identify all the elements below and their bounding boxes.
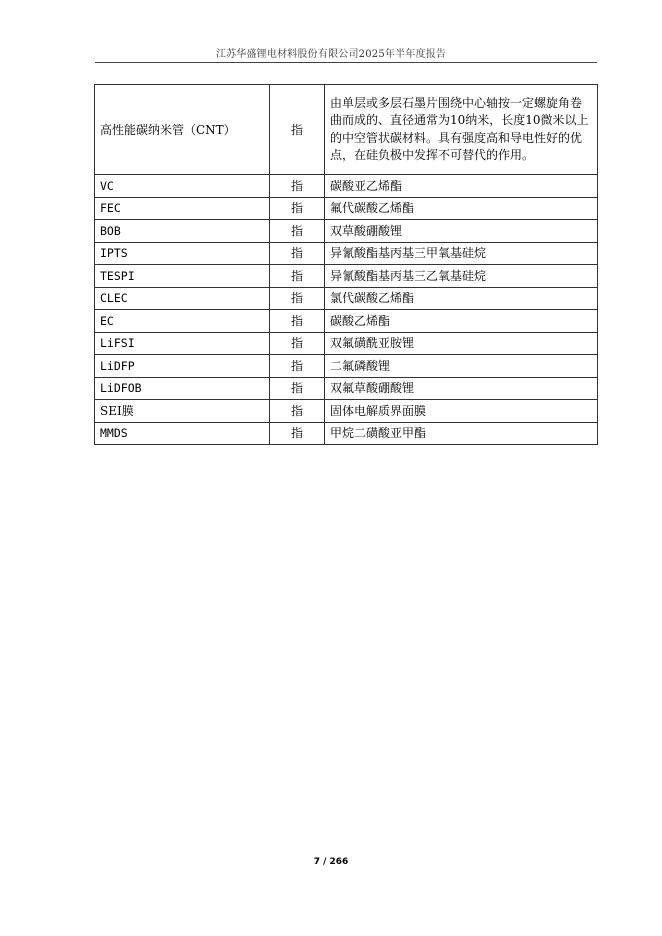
definition-cell: 双草酸硼酸锂 xyxy=(325,220,598,243)
term-cell: MMDS xyxy=(95,422,270,445)
refers-to-cell: 指 xyxy=(270,287,325,310)
glossary-table xyxy=(94,84,598,445)
definition-cell: 二氟磷酸锂 xyxy=(325,355,598,378)
definition-cell: 双氟草酸硼酸锂 xyxy=(325,377,598,400)
refers-to-cell: 指 xyxy=(270,85,325,175)
term-cell: LiFSI xyxy=(95,332,270,355)
table-row xyxy=(95,197,598,220)
definition-cell: 氯代碳酸乙烯酯 xyxy=(325,287,598,310)
table-row xyxy=(95,175,598,198)
term-cell: IPTS xyxy=(95,242,270,265)
refers-to-cell: 指 xyxy=(270,220,325,243)
definition-cell: 由单层或多层石墨片围绕中心轴按一定螺旋角卷曲而成的、直径通常为10纳米，长度10微米以上的中空管状碳材料。具有强度高和导电性好的优点，在硅负极中发挥不可替代的作用。 xyxy=(325,85,598,175)
table-row xyxy=(95,265,598,288)
term-cell: BOB xyxy=(95,220,270,243)
table-row xyxy=(95,287,598,310)
definition-cell: 氟代碳酸乙烯酯 xyxy=(325,197,598,220)
definition-cell: 碳酸亚乙烯酯 xyxy=(325,175,598,198)
definition-cell: 甲烷二磺酸亚甲酯 xyxy=(325,422,598,445)
table-row xyxy=(95,377,598,400)
refers-to-cell: 指 xyxy=(270,377,325,400)
table-row xyxy=(95,310,598,333)
table-row xyxy=(95,400,598,423)
page-number: 7 / 266 xyxy=(313,857,349,867)
definition-cell: 双氟磺酰亚胺锂 xyxy=(325,332,598,355)
term-cell: EC xyxy=(95,310,270,333)
refers-to-cell: 指 xyxy=(270,265,325,288)
table-row xyxy=(95,355,598,378)
page-header-title: 江苏华盛锂电材料股份有限公司2025年半年度报告 xyxy=(215,49,447,60)
term-cell: TESPI xyxy=(95,265,270,288)
refers-to-cell: 指 xyxy=(270,310,325,333)
table-row xyxy=(95,220,598,243)
definition-cell: 碳酸乙烯酯 xyxy=(325,310,598,333)
table-row xyxy=(95,422,598,445)
definition-cell: 异氰酸酯基丙基三甲氧基硅烷 xyxy=(325,242,598,265)
refers-to-cell: 指 xyxy=(270,355,325,378)
term-cell: SEI膜 xyxy=(95,400,270,423)
refers-to-cell: 指 xyxy=(270,422,325,445)
table-row xyxy=(95,85,598,175)
refers-to-cell: 指 xyxy=(270,175,325,198)
term-cell: LiDFOB xyxy=(95,377,270,400)
term-cell: CLEC xyxy=(95,287,270,310)
refers-to-cell: 指 xyxy=(270,242,325,265)
term-cell: LiDFP xyxy=(95,355,270,378)
header-divider xyxy=(95,62,597,63)
refers-to-cell: 指 xyxy=(270,197,325,220)
term-cell: 高性能碳纳米管（CNT） xyxy=(95,85,270,175)
term-cell: VC xyxy=(95,175,270,198)
term-cell: FEC xyxy=(95,197,270,220)
table-row xyxy=(95,332,598,355)
definition-cell: 异氰酸酯基丙基三乙氧基硅烷 xyxy=(325,265,598,288)
definition-cell: 固体电解质界面膜 xyxy=(325,400,598,423)
refers-to-cell: 指 xyxy=(270,332,325,355)
refers-to-cell: 指 xyxy=(270,400,325,423)
table-row xyxy=(95,242,598,265)
